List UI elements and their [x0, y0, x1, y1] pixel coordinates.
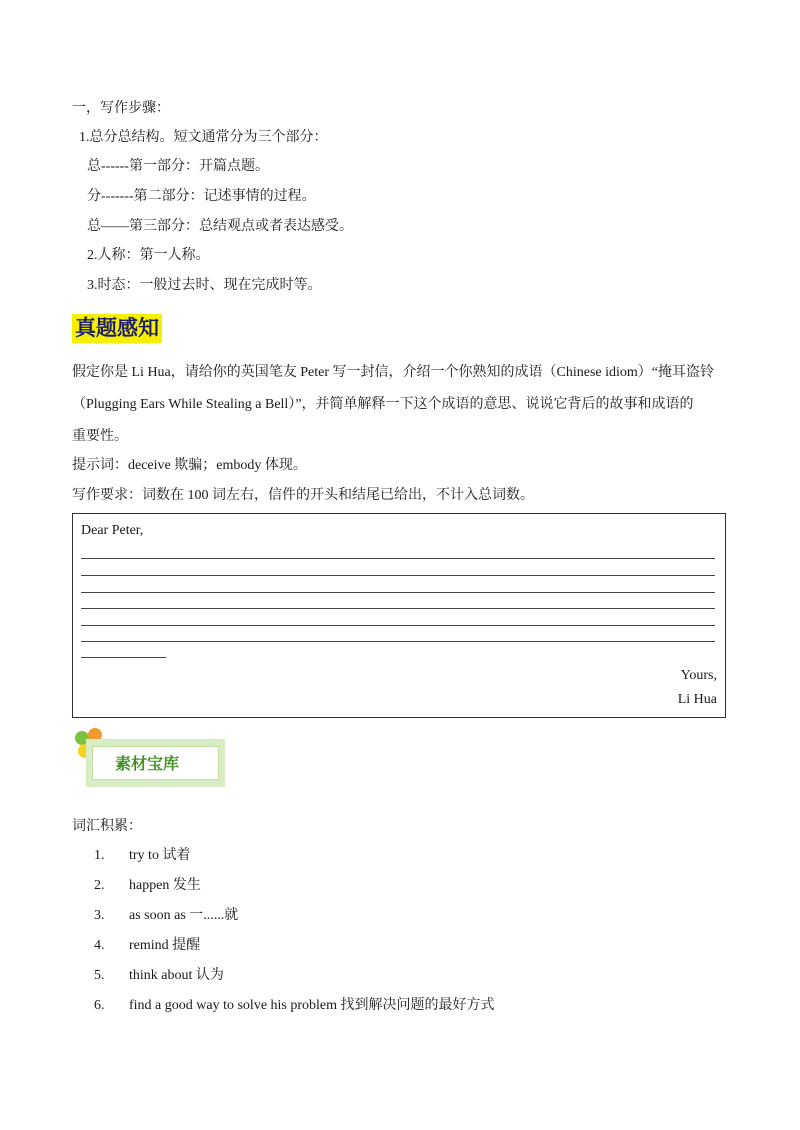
list-number: 1. [94, 848, 105, 863]
steps-line: 2.人称：第一人称。 [87, 248, 210, 263]
list-text: happen 发生 [129, 878, 201, 893]
vocab-title: 词汇积累： [72, 819, 142, 834]
list-text: try to 试着 [129, 848, 191, 863]
list-number: 6. [94, 998, 105, 1013]
steps-line: 3.时态：一般过去时、现在完成时等。 [87, 278, 322, 293]
steps-line: 分-------第二部分：记述事情的过程。 [87, 189, 316, 204]
prompt-line: 假定你是 Li Hua，请给你的英国笔友 Peter 写一封信，介绍一个你熟知的成语（Chinese idiom）“掩耳盗铃 [72, 365, 715, 380]
writing-line [81, 608, 715, 609]
prompt-requirement: 写作要求：词数在 100 词左右，信件的开头和结尾已给出，不计入总词数。 [72, 488, 534, 503]
writing-line [81, 641, 715, 642]
steps-line: 总------第一部分：开篇点题。 [87, 159, 269, 174]
prompt-hint: 提示词：deceive 欺骗；embody 体现。 [72, 458, 307, 473]
letter-greeting: Dear Peter, [81, 523, 144, 538]
list-number: 5. [94, 968, 105, 983]
prompt-line: （Plugging Ears While Stealing a Bell）”，并简单解释一下这个成语的意思、说说它背后的故事和成语的 [72, 397, 694, 412]
steps-line: 总——第三部分：总结观点或者表达感受。 [87, 219, 353, 234]
list-number: 4. [94, 938, 105, 953]
material-badge [72, 727, 232, 791]
list-text: find a good way to solve his problem 找到解决问题的最好方式 [129, 998, 495, 1013]
letter-writing-box[interactable] [72, 513, 726, 718]
list-text: think about 认为 [129, 968, 224, 983]
badge-label: 素材宝库 [115, 754, 180, 773]
steps-title: 一，写作步骤： [72, 101, 170, 116]
writing-line [81, 625, 715, 626]
list-number: 2. [94, 878, 105, 893]
letter-closing: Yours, [680, 668, 717, 683]
badge-frame [86, 739, 225, 787]
list-text: as soon as 一......就 [129, 908, 239, 923]
writing-line [81, 657, 166, 658]
steps-line: 1.总分总结构。短文通常分为三个部分： [79, 130, 328, 145]
writing-line [81, 592, 715, 593]
letter-signature: Li Hua [677, 692, 717, 707]
badge-inner [92, 746, 219, 780]
writing-line [81, 558, 715, 559]
prompt-line: 重要性。 [72, 429, 128, 444]
list-text: remind 提醒 [129, 938, 201, 953]
writing-line [81, 575, 715, 576]
list-number: 3. [94, 908, 105, 923]
section-heading: 真题感知 [72, 314, 162, 343]
